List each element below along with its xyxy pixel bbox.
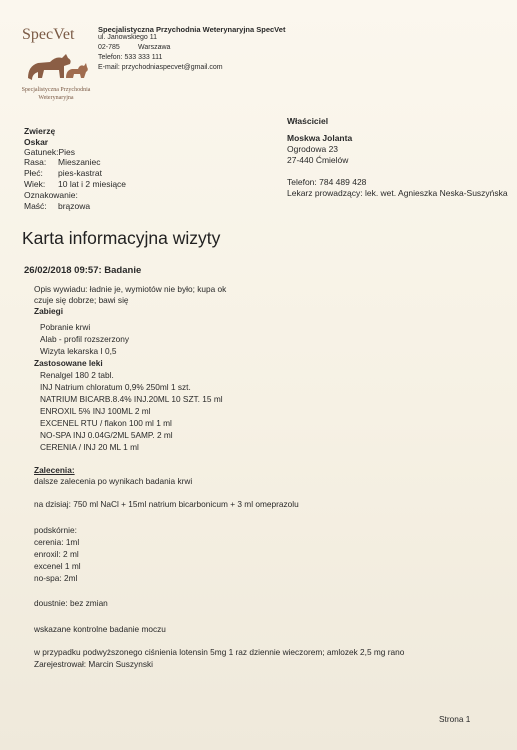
drug-item: EXCENEL RTU / flakon 100 ml 1 ml	[40, 418, 172, 428]
clinic-name: Specjalistyczna Przychodnia Weterynaryjna SpecVet	[98, 25, 286, 34]
procedure-item: Wizyta lekarska I 0,5	[40, 346, 117, 356]
drug-item: CERENIA / INJ 20 ML 1 ml	[40, 442, 139, 452]
owner-header: Właściciel	[287, 116, 329, 126]
subq-item: no-spa: 2ml	[34, 573, 78, 583]
attending-doctor: Lekarz prowadzący: lek. wet. Agnieszka Neska-Suszyńska	[287, 188, 508, 198]
clinic-logo	[18, 26, 98, 106]
color-label: Maść:	[24, 201, 47, 211]
subq-item: cerenia: 1ml	[34, 537, 80, 547]
registered-by: Zarejestrował: Marcin Suszynski	[34, 659, 153, 669]
clinic-postal: 02-785	[98, 44, 120, 51]
subq-item: excenel 1 ml	[34, 561, 81, 571]
page-title: Karta informacyjna wizyty	[22, 228, 221, 248]
age-label: Wiek:	[24, 179, 46, 189]
procedures-header: Zabiegi	[34, 306, 64, 316]
animal-name: Oskar	[24, 137, 49, 147]
animal-header: Zwierzę	[24, 126, 56, 136]
breed-value: Mieszaniec	[58, 157, 101, 167]
procedure-item: Pobranie krwi	[40, 322, 91, 332]
recommendation-line: dalsze zalecenia po wynikach badania krwi	[34, 476, 193, 486]
dog-cat-logo-icon	[22, 48, 92, 86]
page-number: Strona 1	[439, 714, 471, 724]
sex-value: pies-kastrat	[58, 168, 102, 178]
clinic-street: ul. Janowskiego 11	[98, 34, 158, 41]
procedure-item: Alab - profil rozszerzony	[40, 334, 129, 344]
sex-label: Płeć:	[24, 168, 43, 178]
recommendations-header: Zalecenia:	[34, 465, 75, 475]
urine-note: wskazane kontrolne badanie moczu	[34, 624, 166, 634]
subq-header: podskórnie:	[34, 525, 77, 535]
clinic-phone: Telefon: 533 333 111	[98, 54, 163, 61]
color-value: brązowa	[58, 201, 91, 211]
logo-subtitle: Specjalistyczna Przychodnia Weterynaryjna	[21, 87, 91, 101]
clinic-email: E-mail: przychodniaspecvet@gmail.com	[98, 64, 223, 71]
marking-label: Oznakowanie:	[24, 190, 78, 200]
logo-title: SpecVet	[22, 26, 75, 43]
owner-street: Ogrodowa 23	[287, 144, 339, 154]
drug-item: NO-SPA INJ 0.04G/2ML 5AMP. 2 ml	[40, 430, 173, 440]
pressure-note: w przypadku podwyższonego ciśnienia lotensin 5mg 1 raz dziennie wieczorem; amlozek 2,5 mg rano	[34, 647, 405, 657]
drug-item: NATRIUM BICARB.8.4% INJ.20ML 10 SZT. 15 ml	[40, 394, 223, 404]
owner-name: Moskwa Jolanta	[287, 133, 353, 143]
drug-item: Renalgel 180 2 tabl.	[40, 370, 114, 380]
interview-line: czuje się dobrze; bawi się	[34, 295, 129, 305]
owner-phone: Telefon: 784 489 428	[287, 177, 367, 187]
recommendation-line: na dzisiaj: 750 ml NaCl + 15ml natrium bicarbonicum + 3 ml omeprazolu	[34, 499, 299, 509]
subq-item: enroxil: 2 ml	[34, 549, 79, 559]
drug-item: ENROXIL 5% INJ 100ML 2 ml	[40, 406, 151, 416]
breed-label: Rasa:	[24, 157, 47, 167]
drugs-header: Zastosowane leki	[34, 358, 103, 368]
owner-city: 27-440 Ćmielów	[287, 155, 349, 165]
animal-species: Gatunek:Pies	[24, 147, 76, 157]
interview-line: Opis wywiadu: ładnie je, wymiotów nie było; kupa ok	[34, 284, 227, 294]
drug-item: INJ Natrium chloratum 0,9% 250ml 1 szt.	[40, 382, 191, 392]
visit-header: 26/02/2018 09:57: Badanie	[24, 265, 142, 276]
age-value: 10 lat i 2 miesiące	[58, 179, 127, 189]
oral-note: doustnie: bez zmian	[34, 598, 108, 608]
clinic-city: Warszawa	[138, 44, 171, 51]
